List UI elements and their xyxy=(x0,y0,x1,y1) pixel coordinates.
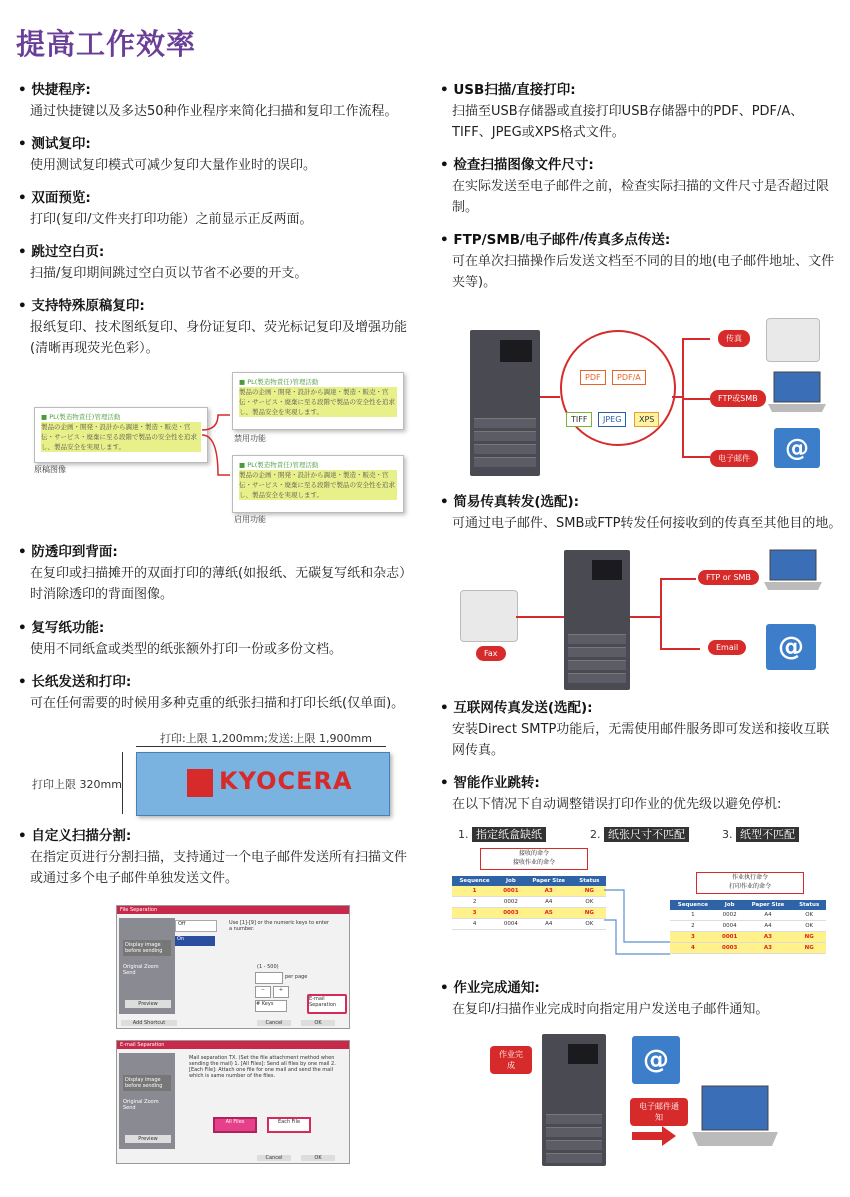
preview-button[interactable]: Preview xyxy=(125,1000,171,1008)
exec-jobs-table xyxy=(670,900,826,954)
long-side-label: 打印上限 320mm xyxy=(32,778,122,791)
feature-duplex-preview xyxy=(18,188,418,230)
file-type-jpeg: JPEG xyxy=(598,412,626,427)
connector-line xyxy=(516,616,564,618)
side-menu: Original Zoom Send xyxy=(123,964,159,976)
tag-email: Email xyxy=(708,640,746,655)
feature-heading: • 复写纸功能: xyxy=(18,618,418,639)
connector-line xyxy=(660,648,700,650)
cell: A4 xyxy=(525,919,573,930)
laptop-icon xyxy=(762,548,824,594)
feature-heading: • 双面预览: xyxy=(18,188,418,209)
feature-desc: 可通过电子邮件、SMB或FTP转发任何接收到的传真至其他目的地。 xyxy=(452,516,842,531)
table-row xyxy=(670,943,826,954)
email-separation-screen xyxy=(116,1040,350,1164)
feature-desc: 安装Direct SMTP功能后，无需使用邮件服务即可发送和接收互联网传真。 xyxy=(452,722,830,758)
printer-icon xyxy=(542,1034,606,1166)
laptop-icon xyxy=(766,370,828,416)
condition-3 xyxy=(722,826,799,842)
ok-button[interactable]: OK xyxy=(301,1155,335,1161)
table-row xyxy=(670,932,826,943)
recv-sub: 接收作业的命令 xyxy=(512,859,555,866)
number-input[interactable] xyxy=(255,972,283,984)
instruction-text: Use [1]-[9] or the numeric keys to enter a number. xyxy=(229,920,329,932)
cell: 0002 xyxy=(716,910,744,921)
feature-usb xyxy=(440,80,840,143)
cell: 1 xyxy=(670,910,716,921)
original-doc-sample xyxy=(34,407,208,463)
cell: 0004 xyxy=(716,921,744,932)
screen-title: E-mail Separation xyxy=(117,1041,349,1049)
feature-long-paper xyxy=(18,672,418,714)
fax-machine-icon xyxy=(766,318,820,362)
dimension-line xyxy=(122,752,123,814)
cell: A4 xyxy=(744,910,793,921)
arrow-right-icon xyxy=(632,1126,678,1146)
cell: A4 xyxy=(525,897,573,908)
page-title: 提高工作效率 xyxy=(16,27,197,61)
fax-machine-icon xyxy=(460,590,518,642)
range-label: (1 - 500) xyxy=(257,964,279,970)
cell: 0001 xyxy=(497,886,525,897)
label-original: 原稿图像 xyxy=(34,465,66,474)
cell: OK xyxy=(792,921,826,932)
side-menu: Original Zoom Send xyxy=(123,1099,159,1111)
email-icon: @ xyxy=(766,624,816,670)
tag-fax: Fax xyxy=(476,646,506,661)
feature-fax-forward xyxy=(440,492,850,534)
condition-1 xyxy=(458,826,546,842)
condition-number: 1. xyxy=(458,828,469,841)
long-top-label: 打印:上限 1,200mm;发送:上限 1,900mm xyxy=(160,732,372,745)
printer-icon xyxy=(564,550,630,690)
feature-heading: • 长纸发送和打印: xyxy=(18,672,418,693)
cell: OK xyxy=(573,919,606,930)
cell: 2 xyxy=(452,897,497,908)
feature-heading: • USB扫描/直接打印: xyxy=(440,80,840,101)
feature-heading: • 自定义扫描分割: xyxy=(18,826,418,847)
on-doc-sample xyxy=(232,455,404,513)
feature-desc: 在复印/扫描作业完成时向指定用户发送电子邮件通知。 xyxy=(452,1002,769,1017)
cell: OK xyxy=(573,897,606,908)
connector-line xyxy=(660,578,662,650)
tag-fax: 传真 xyxy=(718,330,750,347)
feature-heading: • 防透印到背面: xyxy=(18,542,418,563)
tag-ftp-smb: FTP或SMB xyxy=(710,390,766,407)
condition-label: 纸张尺寸不匹配 xyxy=(604,827,689,842)
connector-line xyxy=(540,396,560,398)
feature-desc: 可在单次扫描操作后发送文档至不同的目的地(电子邮件地址、文件夹等)。 xyxy=(452,254,835,290)
condition-label: 指定纸盒缺纸 xyxy=(472,827,546,842)
tag-ftp-smb: FTP or SMB xyxy=(698,570,759,585)
received-order-box xyxy=(480,848,588,870)
exec-title: 作业执行命令 xyxy=(731,874,768,881)
screen-title: File Separation xyxy=(117,906,349,914)
feature-check-size xyxy=(440,155,840,218)
feature-desc: 打印(复印/文件夹打印功能）之前显示正反两面。 xyxy=(30,212,313,227)
file-type-tiff: TIFF xyxy=(566,412,592,427)
condition-2 xyxy=(590,826,689,842)
cell: 0004 xyxy=(497,919,525,930)
condition-label: 纸型不匹配 xyxy=(736,827,799,842)
feature-desc: 报纸复印、技术图纸复印、身份证复印、荧光标记复印及增强功能(清晰再现荧光色彩）。 xyxy=(30,320,408,356)
cell: A3 xyxy=(744,932,793,943)
cell: 4 xyxy=(670,943,716,954)
condition-number: 3. xyxy=(722,828,733,841)
table-row xyxy=(452,908,606,919)
col-header: Paper Size xyxy=(525,876,573,886)
label-on: 启用功能 xyxy=(234,515,266,524)
feature-internet-fax xyxy=(440,698,840,761)
col-header: Job xyxy=(497,876,525,886)
on-option[interactable]: On xyxy=(175,936,215,946)
add-shortcut-button[interactable]: Add Shortcut xyxy=(121,1020,177,1026)
cell: 0003 xyxy=(497,908,525,919)
connector-line xyxy=(682,338,710,340)
cell: NG xyxy=(792,932,826,943)
file-type-xps: XPS xyxy=(634,412,659,427)
doc-title: ■ PL(製造物責任)管理活動 xyxy=(239,461,319,469)
connector-line xyxy=(672,396,682,398)
feature-heading: • 智能作业跳转: xyxy=(440,773,840,794)
col-header: Job xyxy=(716,900,744,910)
cell: OK xyxy=(792,910,826,921)
doc-text: 製品の企画・開発・設計から調達・製造・販売・官伝・サービス・廃棄に至る段階で製品の安全性を追求し、製品安全を実現します。 xyxy=(239,471,395,499)
laptop-icon xyxy=(690,1084,780,1150)
cell: A5 xyxy=(525,908,573,919)
doc-title: ■ PL(製造物責任)管理活動 xyxy=(41,413,121,421)
kyocera-logo-icon xyxy=(187,769,213,797)
dimension-line xyxy=(136,746,386,747)
table-row xyxy=(452,886,606,897)
cell: A4 xyxy=(744,921,793,932)
feature-skip-blank xyxy=(18,242,418,284)
cell: 0002 xyxy=(497,897,525,908)
feature-desc: 扫描/复印期间跳过空白页以节省不必要的开支。 xyxy=(30,266,308,281)
col-header: Status xyxy=(792,900,826,910)
feature-desc: 可在任何需要的时候用多种克重的纸张扫描和打印长纸(仅单面)。 xyxy=(30,696,405,711)
instruction-text: Mail separation TX. (Set the file attachment method when sending the mail) 1. [All Files]: Send all files by one mail 2. [Each File]: Attach one file for one mail and send the mail which is same number of the files. xyxy=(189,1055,336,1079)
feature-heading: • 检查扫描图像文件尺寸: xyxy=(440,155,840,176)
col-header: Status xyxy=(573,876,606,886)
connector-line xyxy=(682,456,710,458)
col-header: Sequence xyxy=(452,876,497,886)
exec-sub: 打印作业的命令 xyxy=(728,883,771,890)
branch-arrows xyxy=(200,395,236,495)
connector-line xyxy=(660,578,696,580)
preview-pane xyxy=(119,1053,175,1149)
cell: A3 xyxy=(525,886,573,897)
file-type-pdfa: PDF/A xyxy=(612,370,646,385)
tag-email-notify: 电子邮件通知 xyxy=(630,1098,688,1126)
connector-line xyxy=(682,398,710,400)
feature-desc: 扫描至USB存储器或直接打印USB存储器中的PDF、PDF/A、TIFF、JPEG或XPS格式文件。 xyxy=(452,104,804,140)
table-row xyxy=(452,897,606,908)
file-types-circle xyxy=(560,330,676,446)
feature-desc: 在以下情况下自动调整错误打印作业的优先级以避免停机: xyxy=(452,797,782,812)
feature-desc: 在指定页进行分割扫描，支持通过一个电子邮件发送所有扫描文件或通过多个电子邮件单独发送文件。 xyxy=(30,850,408,886)
received-jobs-table xyxy=(452,876,606,930)
feature-desc: 在实际发送至电子邮件之前，检查实际扫描的文件尺寸是否超过限制。 xyxy=(452,179,830,215)
feature-heading: • 测试复印: xyxy=(18,134,418,155)
cell: 0001 xyxy=(716,932,744,943)
cell: 2 xyxy=(670,921,716,932)
all-files-button[interactable]: All Files xyxy=(213,1117,257,1133)
feature-desc: 使用测试复印模式可减少复印大量作业时的误印。 xyxy=(30,158,317,173)
reorder-arrows xyxy=(604,884,674,960)
col-header: Paper Size xyxy=(744,900,793,910)
display-image-label: Display image before sending xyxy=(123,940,171,956)
cell: 4 xyxy=(452,919,497,930)
cell: 3 xyxy=(670,932,716,943)
tag-job-done: 作业完成 xyxy=(490,1046,532,1074)
label-off: 禁用功能 xyxy=(234,434,266,443)
col-header: Sequence xyxy=(670,900,716,910)
feature-desc: 通过快捷键以及多达50种作业程序来简化扫描和复印工作流程。 xyxy=(30,104,398,119)
email-icon: @ xyxy=(632,1036,680,1084)
plus-button[interactable]: + xyxy=(273,986,289,998)
feature-heading: • 简易传真转发(选配): xyxy=(440,492,850,513)
control-panel xyxy=(568,1044,598,1064)
table-row xyxy=(452,919,606,930)
feature-multi-send xyxy=(440,230,840,293)
ok-button[interactable]: OK xyxy=(301,1020,335,1026)
email-separation-option[interactable]: E-mail Separation xyxy=(307,994,347,1014)
feature-bleed-through xyxy=(18,542,418,605)
preview-button[interactable]: Preview xyxy=(125,1135,171,1143)
table-row xyxy=(670,921,826,932)
feature-desc: 使用不同纸盒或类型的纸张额外打印一份或多份文档。 xyxy=(30,642,343,657)
feature-carbon-copy xyxy=(18,618,418,660)
doc-text: 製品の企画・開発・設計から調達・製造・販売・官伝・サービス・廃棄に至る段階で製品の安全性を追求し、製品安全を実現します。 xyxy=(41,422,201,452)
feature-heading: • 作业完成通知: xyxy=(440,978,840,999)
feature-quick-program xyxy=(18,80,418,122)
feature-test-copy xyxy=(18,134,418,176)
brand-name: KYOCERA xyxy=(219,767,353,795)
long-paper xyxy=(136,752,390,816)
cell: NG xyxy=(792,943,826,954)
doc-title: ■ PL(製造物責任)管理活動 xyxy=(239,378,319,386)
off-option[interactable]: Off xyxy=(175,920,217,932)
printer-icon xyxy=(470,330,540,476)
feature-custom-split xyxy=(18,826,418,889)
connector-line xyxy=(630,616,660,618)
feature-heading: • 互联网传真发送(选配): xyxy=(440,698,840,719)
file-separation-screen xyxy=(116,905,350,1029)
cell: 3 xyxy=(452,908,497,919)
feature-heading: • 支持特殊原稿复印: xyxy=(18,296,418,317)
keys-button[interactable]: # Keys xyxy=(255,1000,287,1012)
feature-job-notify xyxy=(440,978,840,1020)
off-doc-sample xyxy=(232,372,404,430)
control-panel xyxy=(592,560,622,580)
feature-job-skip xyxy=(440,773,840,815)
recv-title: 接收的命令 xyxy=(518,850,549,857)
each-file-button[interactable]: Each File xyxy=(267,1117,311,1133)
cell: NG xyxy=(573,886,606,897)
control-panel xyxy=(500,340,532,362)
unit-label: per page xyxy=(285,974,308,980)
feature-heading: • FTP/SMB/电子邮件/传真多点传送: xyxy=(440,230,840,251)
exec-order-box xyxy=(696,872,804,894)
email-icon: @ xyxy=(774,428,820,468)
cell: 1 xyxy=(452,886,497,897)
table-row xyxy=(670,910,826,921)
feature-desc: 在复印或扫描摊开的双面打印的薄纸(如报纸、无碳复写纸和杂志）时消除透印的背面图像。 xyxy=(30,566,413,602)
doc-text: 製品の企画・開発・設計から調達・製造・販売・官伝・サービス・廃棄に至る段階で製品の安全性を追求し、製品安全を実現します。 xyxy=(239,388,395,416)
feature-heading: • 快捷程序: xyxy=(18,80,418,101)
display-image-label: Display image before sending xyxy=(123,1075,171,1091)
file-type-pdf: PDF xyxy=(580,370,606,385)
cancel-button[interactable]: Cancel xyxy=(257,1020,291,1026)
tag-email: 电子邮件 xyxy=(710,450,758,467)
preview-pane xyxy=(119,918,175,1014)
minus-button[interactable]: − xyxy=(255,986,271,998)
cell: 0003 xyxy=(716,943,744,954)
condition-number: 2. xyxy=(590,828,601,841)
cancel-button[interactable]: Cancel xyxy=(257,1155,291,1161)
cell: NG xyxy=(573,908,606,919)
feature-heading: • 跳过空白页: xyxy=(18,242,418,263)
feature-special-original xyxy=(18,296,418,359)
cell: A3 xyxy=(744,943,793,954)
